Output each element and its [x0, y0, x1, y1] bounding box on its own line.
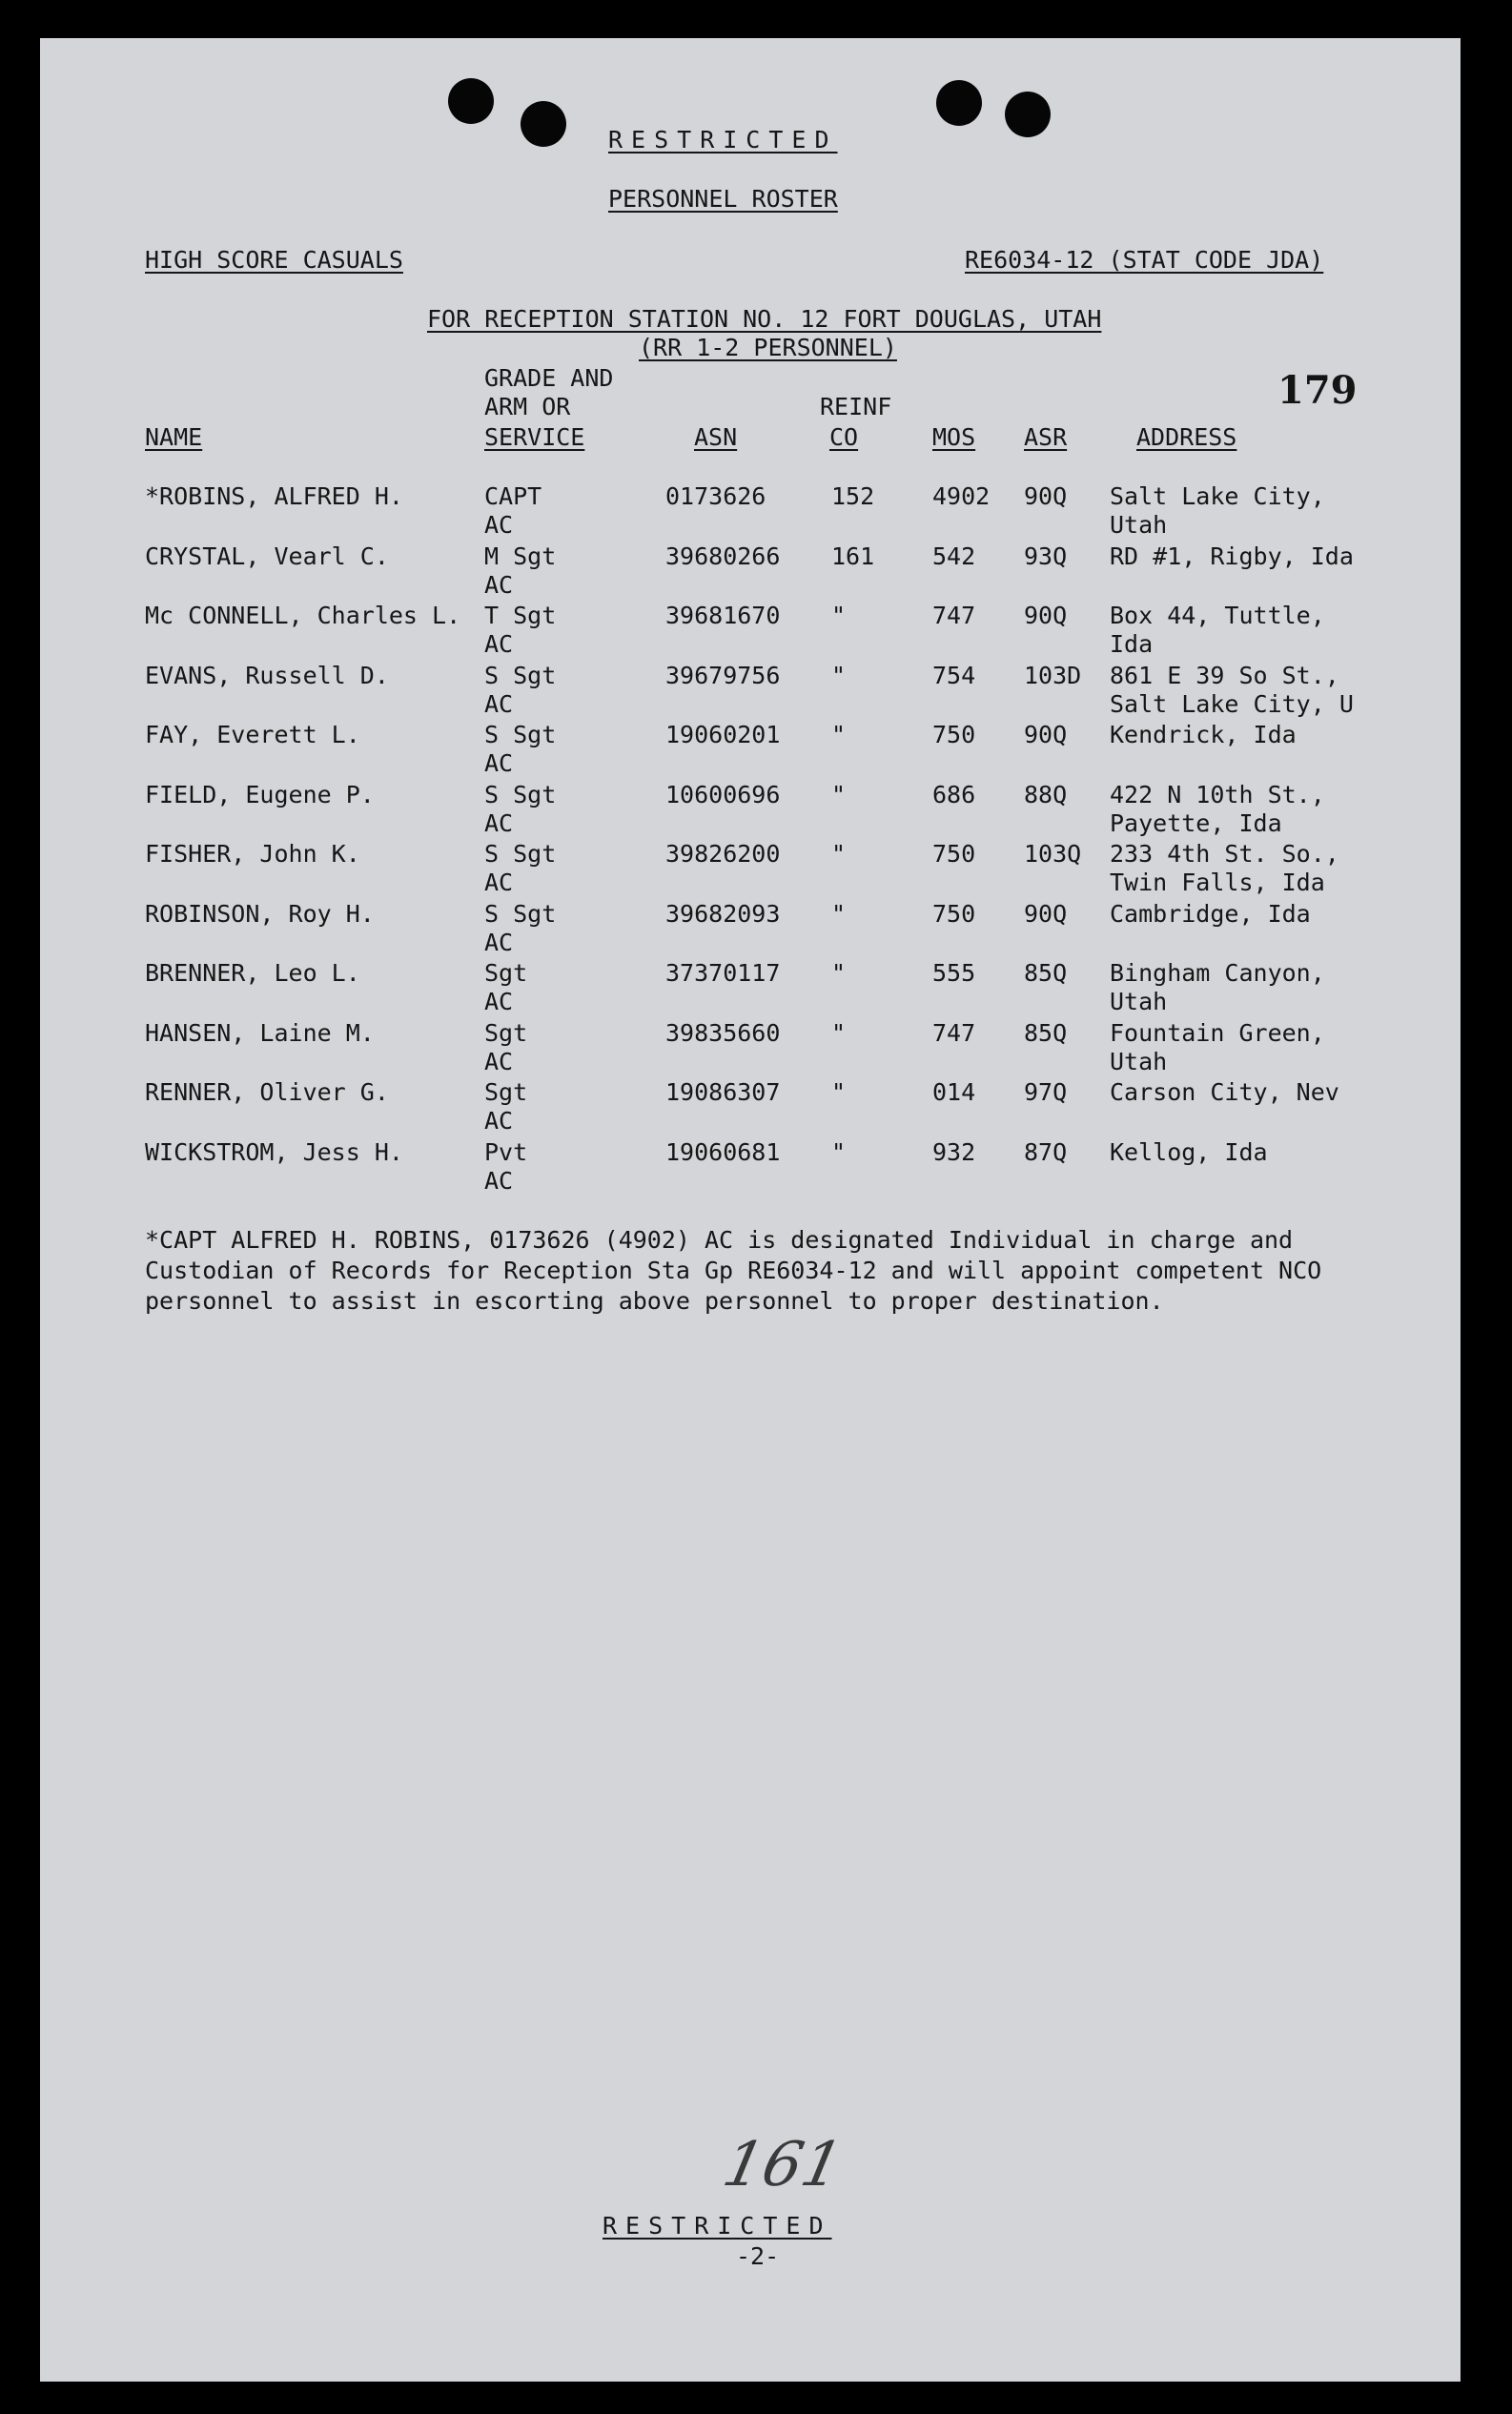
row-address-line1: RD #1, Rigby, Ida: [1110, 542, 1354, 570]
row-reinf-co: ": [831, 1018, 847, 1047]
row-reinf-co: ": [831, 661, 847, 689]
note-line-2: Custodian of Records for Reception Sta Gp RE6034-12 and will appoint competent NCO: [145, 1257, 1322, 1284]
row-grade: S Sgt: [484, 780, 557, 808]
row-name: ROBINSON, Roy H.: [145, 899, 375, 928]
row-asr: 87Q: [1024, 1137, 1068, 1166]
row-asr: 103Q: [1024, 840, 1082, 868]
row-mos: 750: [932, 899, 976, 928]
row-address-line1: Salt Lake City,: [1110, 482, 1325, 510]
row-mos: 747: [932, 1018, 976, 1047]
row-arm: AC: [484, 928, 514, 956]
row-reinf-co: ": [831, 780, 847, 808]
row-grade: S Sgt: [484, 840, 557, 868]
row-address-line2: Payette, Ida: [1110, 808, 1282, 837]
roster-title: PERSONNEL ROSTER: [608, 185, 838, 213]
row-address-line1: Bingham Canyon,: [1110, 959, 1325, 987]
row-asn: 19060681: [665, 1137, 781, 1166]
row-mos: 932: [932, 1137, 976, 1166]
page-number-stamp: 179: [1277, 368, 1358, 413]
row-address-line1: Box 44, Tuttle,: [1110, 602, 1325, 629]
row-name: FAY, Everett L.: [145, 721, 360, 748]
row-arm: AC: [484, 808, 514, 837]
row-name: FIELD, Eugene P.: [145, 780, 375, 808]
row-grade: M Sgt: [484, 542, 557, 570]
punch-hole: [448, 78, 494, 124]
row-asr: 90Q: [1024, 899, 1068, 928]
row-address-line2: Utah: [1110, 1047, 1168, 1075]
row-name: CRYSTAL, Vearl C.: [145, 542, 389, 570]
punch-hole: [521, 101, 566, 147]
col-name: NAME: [145, 423, 203, 451]
row-grade: S Sgt: [484, 721, 557, 748]
row-mos: 754: [932, 661, 976, 689]
row-grade: Pvt: [484, 1137, 528, 1166]
row-address-line1: Carson City, Nev: [1110, 1078, 1339, 1106]
row-name: Mc CONNELL, Charles L.: [145, 602, 461, 629]
row-address-line2: Salt Lake City, U: [1110, 689, 1354, 718]
personnel-subtitle: (RR 1-2 PERSONNEL): [639, 334, 897, 361]
row-mos: 014: [932, 1078, 976, 1106]
row-name: BRENNER, Leo L.: [145, 959, 360, 987]
row-asn: 39681670: [665, 602, 781, 629]
row-asn: 10600696: [665, 780, 781, 808]
row-asn: 37370117: [665, 959, 781, 987]
row-grade: S Sgt: [484, 661, 557, 689]
row-reinf-co: ": [831, 721, 847, 748]
row-name: EVANS, Russell D.: [145, 661, 389, 689]
row-asn: 19086307: [665, 1078, 781, 1106]
row-asr: 97Q: [1024, 1078, 1068, 1106]
row-mos: 750: [932, 840, 976, 868]
row-asr: 85Q: [1024, 1018, 1068, 1047]
row-address-line1: Kendrick, Ida: [1110, 721, 1297, 748]
punch-hole: [936, 80, 982, 126]
punch-hole: [1005, 92, 1051, 137]
classification-top: RESTRICTED: [608, 126, 838, 153]
row-arm: AC: [484, 988, 514, 1015]
row-name: WICKSTROM, Jess H.: [145, 1137, 403, 1166]
row-address-line2: Twin Falls, Ida: [1110, 869, 1325, 896]
row-reinf-co: 161: [831, 542, 875, 570]
row-grade: Sgt: [484, 959, 528, 987]
row-address-line1: 861 E 39 So St.,: [1110, 661, 1339, 689]
left-label: HIGH SCORE CASUALS: [145, 246, 403, 274]
row-reinf-co: ": [831, 899, 847, 928]
row-name: *ROBINS, ALFRED H.: [145, 482, 403, 510]
col-reinf-line2: CO: [829, 423, 859, 451]
row-mos: 747: [932, 602, 976, 629]
note-line-3: personnel to assist in escorting above personnel to proper destination.: [145, 1287, 1164, 1315]
row-mos: 686: [932, 780, 976, 808]
col-mos: MOS: [932, 423, 976, 451]
row-reinf-co: ": [831, 1078, 847, 1106]
row-mos: 542: [932, 542, 976, 570]
row-address-line1: 422 N 10th St.,: [1110, 780, 1325, 808]
row-asr: 103D: [1024, 661, 1082, 689]
row-asr: 88Q: [1024, 780, 1068, 808]
row-asn: 39680266: [665, 542, 781, 570]
col-asn: ASN: [694, 423, 738, 451]
row-arm: AC: [484, 1107, 514, 1135]
row-grade: S Sgt: [484, 899, 557, 928]
note-line-1: *CAPT ALFRED H. ROBINS, 0173626 (4902) AC is designated Individual in charge and: [145, 1226, 1294, 1254]
row-mos: 555: [932, 959, 976, 987]
row-arm: AC: [484, 869, 514, 896]
row-grade: Sgt: [484, 1078, 528, 1106]
row-address-line2: Utah: [1110, 511, 1168, 539]
col-asr: ASR: [1024, 423, 1068, 451]
row-name: FISHER, John K.: [145, 840, 360, 868]
row-reinf-co: ": [831, 959, 847, 987]
row-reinf-co: ": [831, 840, 847, 868]
row-arm: AC: [484, 1166, 514, 1195]
col-grade-line1: GRADE AND: [484, 364, 614, 392]
station-line: FOR RECEPTION STATION NO. 12 FORT DOUGLAS, UTAH: [427, 305, 1102, 333]
row-asn: 0173626: [665, 482, 766, 510]
row-arm: AC: [484, 1047, 514, 1075]
row-arm: AC: [484, 689, 514, 718]
row-asr: 85Q: [1024, 959, 1068, 987]
row-reinf-co: 152: [831, 482, 875, 510]
col-address: ADDRESS: [1136, 423, 1237, 451]
row-asn: 39835660: [665, 1018, 781, 1047]
handwritten-number: 161: [717, 2130, 849, 2200]
right-label: RE6034-12 (STAT CODE JDA): [965, 246, 1324, 274]
row-asr: 90Q: [1024, 482, 1068, 510]
row-grade: Sgt: [484, 1018, 528, 1047]
row-name: RENNER, Oliver G.: [145, 1078, 389, 1106]
document-page: [40, 38, 1461, 2382]
row-mos: 4902: [932, 482, 991, 510]
row-address-line2: Utah: [1110, 988, 1168, 1015]
row-asr: 93Q: [1024, 542, 1068, 570]
row-mos: 750: [932, 721, 976, 748]
col-grade-line2: ARM OR: [484, 393, 571, 420]
row-arm: AC: [484, 570, 514, 599]
row-address-line1: Cambridge, Ida: [1110, 899, 1311, 928]
col-grade-line3: SERVICE: [484, 423, 585, 451]
row-asn: 39679756: [665, 661, 781, 689]
row-asr: 90Q: [1024, 602, 1068, 629]
row-address-line1: 233 4th St. So.,: [1110, 840, 1339, 868]
row-asr: 90Q: [1024, 721, 1068, 748]
row-arm: AC: [484, 630, 514, 658]
row-address-line1: Kellog, Ida: [1110, 1137, 1268, 1166]
row-grade: T Sgt: [484, 602, 557, 629]
classification-bottom: RESTRICTED: [603, 2212, 832, 2240]
row-asn: 39826200: [665, 840, 781, 868]
row-arm: AC: [484, 511, 514, 539]
row-address-line1: Fountain Green,: [1110, 1018, 1325, 1047]
page-number: -2-: [736, 2242, 780, 2270]
row-address-line2: Ida: [1110, 630, 1154, 658]
row-name: HANSEN, Laine M.: [145, 1018, 375, 1047]
col-reinf-line1: REINF: [820, 393, 892, 420]
row-arm: AC: [484, 749, 514, 777]
row-reinf-co: ": [831, 602, 847, 629]
row-grade: CAPT: [484, 482, 542, 510]
row-asn: 19060201: [665, 721, 781, 748]
row-reinf-co: ": [831, 1137, 847, 1166]
row-asn: 39682093: [665, 899, 781, 928]
